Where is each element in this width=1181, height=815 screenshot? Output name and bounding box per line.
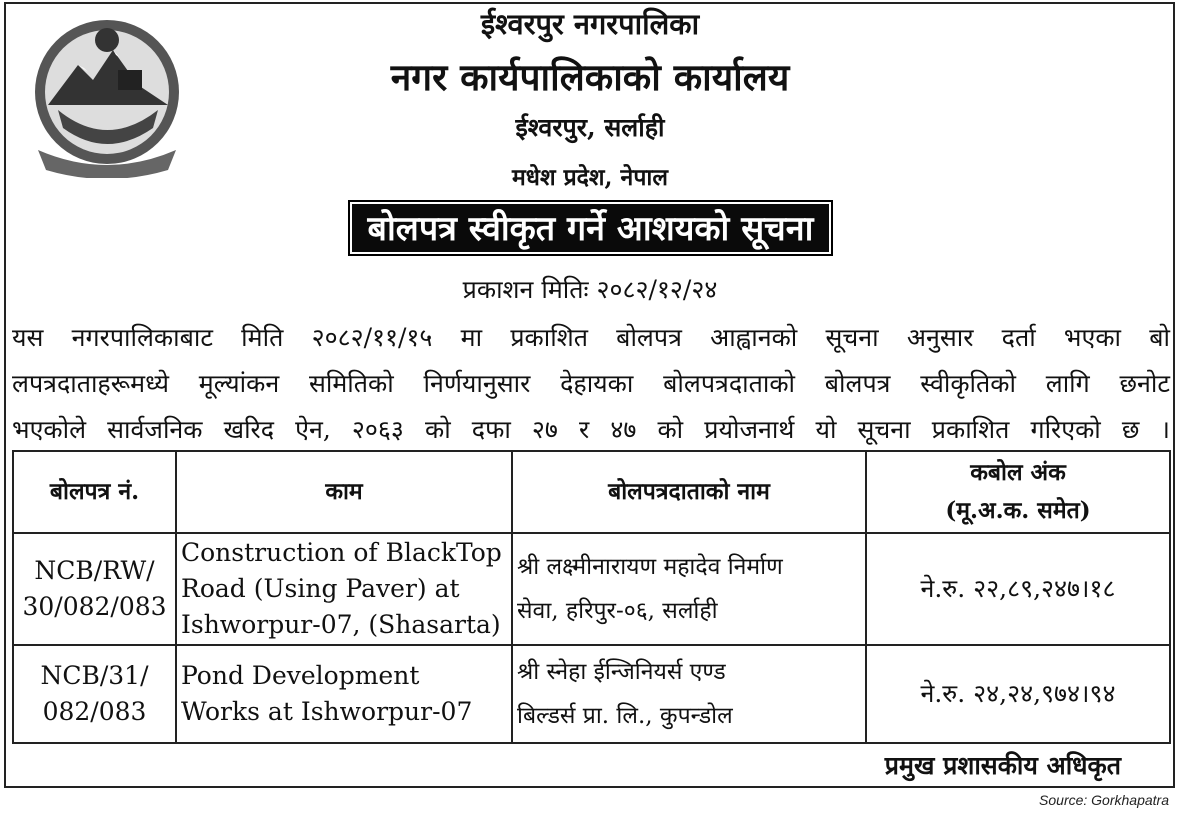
bidder-line: श्री स्नेहा ईन्जिनियर्स एण्ड: [517, 659, 726, 685]
amount-cell: ने.रु. २२,८९,२४७।१८: [866, 533, 1170, 645]
bid-no-line: 082/083: [42, 697, 147, 726]
municipality-name: ईश्वरपुर नगरपालिका: [480, 7, 700, 41]
table-row: [13, 645, 1170, 743]
bid-no-line: 30/082/083: [22, 592, 167, 621]
header-amount-line1: कबोल अंक: [970, 459, 1066, 486]
work-cell: [176, 533, 512, 645]
bidder-line: बिल्डर्स प्रा. लि., कुपन्डोल: [517, 703, 733, 729]
work-line: Pond Development: [181, 661, 420, 690]
office-name: नगर कार्यपालिकाको कार्यालय: [390, 55, 790, 99]
work-line: Road (Using Paver) at: [181, 574, 460, 603]
office-address: ईश्वरपुर, सर्लाही: [515, 113, 665, 142]
header-work: काम: [176, 451, 512, 533]
amount-cell: ने.रु. २४,२४,९७४।९४: [866, 645, 1170, 743]
header-amount-line2: (मू.अ.क. समेत): [945, 497, 1091, 524]
publication-date: प्रकाशन मितिः २०८२/१२/२४: [462, 275, 718, 304]
header-bid-no: बोलपत्र नं.: [13, 451, 176, 533]
province-country: मधेश प्रदेश, नेपाल: [512, 164, 668, 191]
work-line: Construction of BlackTop: [181, 538, 502, 567]
table-row: [13, 533, 1170, 645]
work-line: Ishworpur-07, (Shasarta): [181, 610, 501, 639]
bid-table: [12, 450, 1171, 744]
bid-no-cell: [13, 533, 176, 645]
bidder-cell: [512, 533, 866, 645]
bidder-line: श्री लक्ष्मीनारायण महादेव निर्माण: [517, 554, 783, 580]
notice-body: [12, 315, 1170, 453]
notice-title: बोलपत्र स्वीकृत गर्ने आशयको सूचना: [348, 200, 834, 256]
signature-title: प्रमुख प्रशासकीय अधिकृत: [884, 751, 1121, 780]
source-credit: Source: Gorkhapatra: [1039, 792, 1169, 808]
notice-body-line: यस नगरपालिकाबाट मिति २०८२/११/१५ मा प्रकाशित बोलपत्र आह्वानको सूचना अनुसार दर्ता भएका बो: [12, 323, 1170, 352]
notice-body-line: भएकोले सार्वजनिक खरिद ऐन, २०६३ को दफा २७ र ४७ को प्रयोजनार्थ यो सूचना प्रकाशित गरिएको छ ।: [12, 415, 1170, 444]
header-amount: [866, 451, 1170, 533]
nepal-government-emblem-icon: [18, 10, 196, 178]
bid-no-cell: [13, 645, 176, 743]
bidder-cell: [512, 645, 866, 743]
bid-no-line: NCB/RW/: [34, 556, 155, 585]
notice-body-line: लपत्रदाताहरूमध्ये मूल्यांकन समितिको निर्णयानुसार देहायका बोलपत्रदाताको बोलपत्र स्वीकृतिको लागि छनोट: [12, 369, 1170, 398]
header-bidder: बोलपत्रदाताको नाम: [512, 451, 866, 533]
bidder-line: सेवा, हरिपुर-०६, सर्लाही: [517, 598, 718, 624]
table-header-row: [13, 451, 1170, 533]
work-cell: [176, 645, 512, 743]
work-line: Works at Ishworpur-07: [181, 697, 473, 726]
bid-no-line: NCB/31/: [40, 661, 149, 690]
